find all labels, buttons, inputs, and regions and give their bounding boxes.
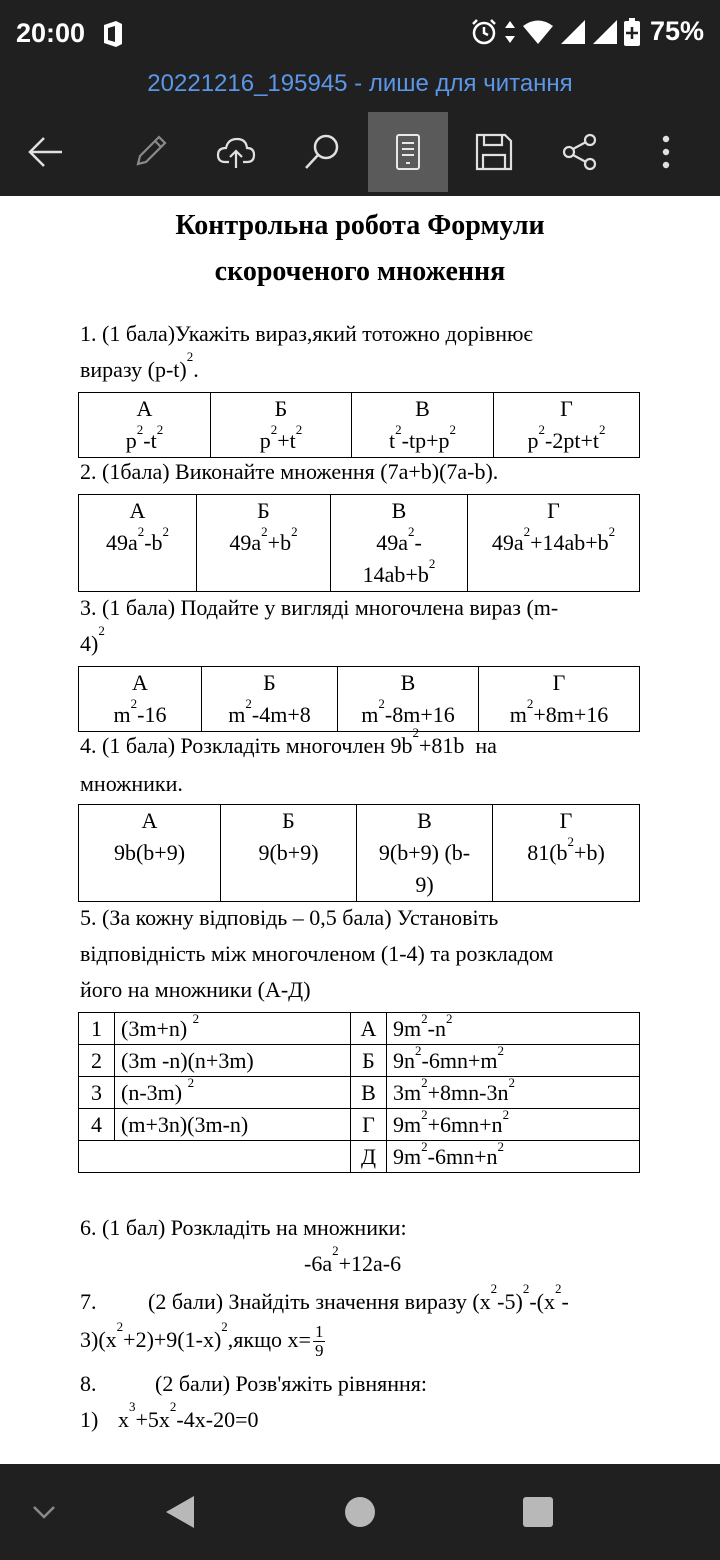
q1-header-a: А (79, 393, 211, 426)
q4-header-a: А (79, 805, 221, 838)
pencil-icon (130, 132, 170, 172)
q3-header-d: Г (479, 667, 640, 700)
q7-text-line2: $3)(x^2+2)+9(1-x)^2,якщо$ x= $\frac{1}{9}$ (80, 1319, 324, 1361)
table-row (79, 1109, 640, 1141)
home-nav-button[interactable] (330, 1482, 390, 1542)
match-right-expr: $9m^2-6mn+n^2$ (387, 1141, 640, 1173)
q1-text-line2: виразу $(p-t)^2$. (80, 349, 199, 382)
status-bar (0, 0, 720, 66)
navigation-bar (0, 1464, 720, 1560)
q4-answer-d: $81(b^2+b)$ (493, 837, 640, 902)
table-row (79, 1013, 640, 1045)
q1-options-table (78, 392, 640, 458)
q2-header-d: Г (468, 495, 640, 528)
match-left-num: 2 (79, 1045, 115, 1077)
match-right-expr: $9n^2-6mn+m^2$ (387, 1045, 640, 1077)
q4-answer-a: 9b(b+9) (79, 837, 221, 902)
match-left-expr: (n-3m) $^2$ (115, 1077, 351, 1109)
share-icon (560, 132, 600, 172)
more-icon (646, 132, 686, 172)
alarm-icon (470, 18, 498, 46)
reading-view-icon (388, 132, 428, 172)
match-left-expr: (3m -n)(n+3m) (115, 1045, 351, 1077)
reading-view-button[interactable] (368, 112, 448, 192)
q1-header-d: Г (494, 393, 640, 426)
q2-header-c: В (331, 495, 468, 528)
document-page[interactable] (0, 196, 720, 1464)
q6-expression: $-6a^2+12a-6$ (304, 1243, 402, 1276)
document-title-bar: 20221216_195945 - лише для читання (147, 70, 573, 97)
q2-answer-b: $49a^2+b^2$ (197, 527, 331, 592)
search-icon (302, 132, 342, 172)
share-button[interactable] (540, 112, 620, 192)
q1-answer-b: $p^2+t^2$ (211, 425, 352, 458)
q8-equation: $x^3+5x^2-4x-20=0$ (118, 1399, 259, 1432)
q4-options-table (78, 804, 640, 902)
q5-text-line3: його на множники (А-Д) (80, 977, 311, 1002)
chevron-down-icon (29, 1502, 59, 1522)
q4-answer-b: 9(b+9) (221, 837, 357, 902)
q1-answer-c: $t^2-tp+p^2$ (352, 425, 494, 458)
match-left-num: 4 (79, 1109, 115, 1141)
q5-text-line1: 5. (За кожну відповідь – 0,5 бала) Установіть (80, 905, 499, 930)
battery-icon (624, 18, 640, 46)
match-right-letter: В (351, 1077, 387, 1109)
q3-header-c: В (338, 667, 479, 700)
q3-text-line1: 3. (1 бала) Подайте у вигляді многочлена вираз (m- (80, 595, 559, 620)
back-icon (26, 132, 66, 172)
q4-header-d: Г (493, 805, 640, 838)
q3-header-a: А (79, 667, 202, 700)
q3-text-line2: 4)$^2$ (80, 623, 105, 656)
q2-options-table (78, 494, 640, 592)
match-right-letter: Б (351, 1045, 387, 1077)
save-button[interactable] (454, 112, 534, 192)
q1-text-line1: 1. (1 бала)Укажіть вираз,який тотожно дорівнює (80, 321, 533, 346)
doc-title-line2: скороченого множення (214, 256, 506, 287)
recents-square-icon (522, 1496, 554, 1528)
match-right-expr: $9m^2+6mn+n^2$ (387, 1109, 640, 1141)
q5-text-line2: відповідність між многочленом (1-4) та розкладом (80, 941, 554, 966)
q4-text-line1: 4. (1 бала) Розкладіть многочлен $9b^2+81b$ на (80, 725, 497, 758)
q7-fraction: $\frac{1}{9}$ (314, 1322, 324, 1361)
q7-number: 7. (80, 1289, 97, 1314)
office-icon (101, 21, 124, 47)
battery-percent: 75% (649, 16, 704, 46)
match-right-expr: $3m^2+8mn-3n^2$ (387, 1077, 640, 1109)
q4-header-c: В (357, 805, 493, 838)
match-empty-cell (79, 1141, 351, 1173)
q7-text-line1: (2 бали) Знайдіть значення виразу $(x^2-5)^2-(x^2-$ (148, 1281, 569, 1314)
table-row (79, 1077, 640, 1109)
back-triangle-icon (164, 1494, 196, 1530)
table-row (79, 1045, 640, 1077)
q1-answer-a: $p^2-t^2$ (79, 425, 211, 458)
q3-answer-a: $m^2-16$ (79, 699, 202, 732)
q3-options-table (78, 666, 640, 732)
back-nav-button[interactable] (150, 1482, 210, 1542)
q1-header-c: В (352, 393, 494, 426)
signal-icon-2 (592, 19, 618, 45)
q2-answer-d: $49a^2+14ab+b^2$ (468, 527, 640, 592)
q4-header-b: Б (221, 805, 357, 838)
edit-button[interactable] (110, 112, 190, 192)
match-left-expr: (m+3n)(3m-n) (115, 1109, 351, 1141)
table-row (79, 1141, 640, 1173)
collapse-nav-button[interactable] (14, 1482, 74, 1542)
q4-answer-c: 9(b+9) (b- 9) (357, 837, 493, 902)
save-icon (474, 132, 514, 172)
match-right-letter: А (351, 1013, 387, 1045)
match-left-num: 3 (79, 1077, 115, 1109)
status-time: 20:00 (16, 18, 86, 48)
q3-header-b: Б (202, 667, 338, 700)
q8-sub-number: 1) (80, 1407, 99, 1432)
upload-button[interactable] (196, 112, 276, 192)
recents-nav-button[interactable] (508, 1482, 568, 1542)
doc-title-line1: Контрольна робота Формули (175, 210, 545, 241)
q2-header-b: Б (197, 495, 331, 528)
match-right-expr: $9m^2-n^2$ (387, 1013, 640, 1045)
more-options-button[interactable] (626, 112, 706, 192)
q6-text-line1: 6. (1 бал) Розкладіть на множники: (80, 1215, 407, 1240)
q1-answer-d: $p^2-2pt+t^2$ (494, 425, 640, 458)
match-left-num: 1 (79, 1013, 115, 1045)
signal-icon (560, 19, 586, 45)
q3-answer-c: $m^2-8m+16$ (338, 699, 479, 732)
back-button[interactable] (6, 112, 86, 192)
wifi-icon (522, 19, 554, 45)
status-icons (470, 16, 704, 47)
q2-answer-c: $49a^2-$ $14ab+b^2$ (331, 527, 468, 592)
q2-header-a: А (79, 495, 197, 528)
search-button[interactable] (282, 112, 362, 192)
q3-answer-d: $m^2+8m+16$ (479, 699, 640, 732)
match-left-expr: (3m+n) $^2$ (115, 1013, 351, 1045)
q3-answer-b: $m^2-4m+8$ (202, 699, 338, 732)
cloud-upload-icon (216, 132, 256, 172)
q2-answer-a: $49a^2-b^2$ (79, 527, 197, 592)
q2-text-line1: 2. (1бала) Виконайте множення (7a+b)(7a-b). (80, 459, 499, 484)
match-right-letter: Д (351, 1141, 387, 1173)
q1-header-b: Б (211, 393, 352, 426)
toolbar (0, 112, 720, 192)
q8-number: 8. (80, 1371, 97, 1396)
q4-text-line2: множники. (80, 771, 183, 796)
q5-matching-table (78, 1012, 640, 1173)
data-arrows-icon (504, 20, 516, 44)
match-right-letter: Г (351, 1109, 387, 1141)
home-circle-icon (344, 1496, 376, 1528)
q8-text-line1: (2 бали) Розв'яжіть рівняння: (155, 1371, 428, 1396)
